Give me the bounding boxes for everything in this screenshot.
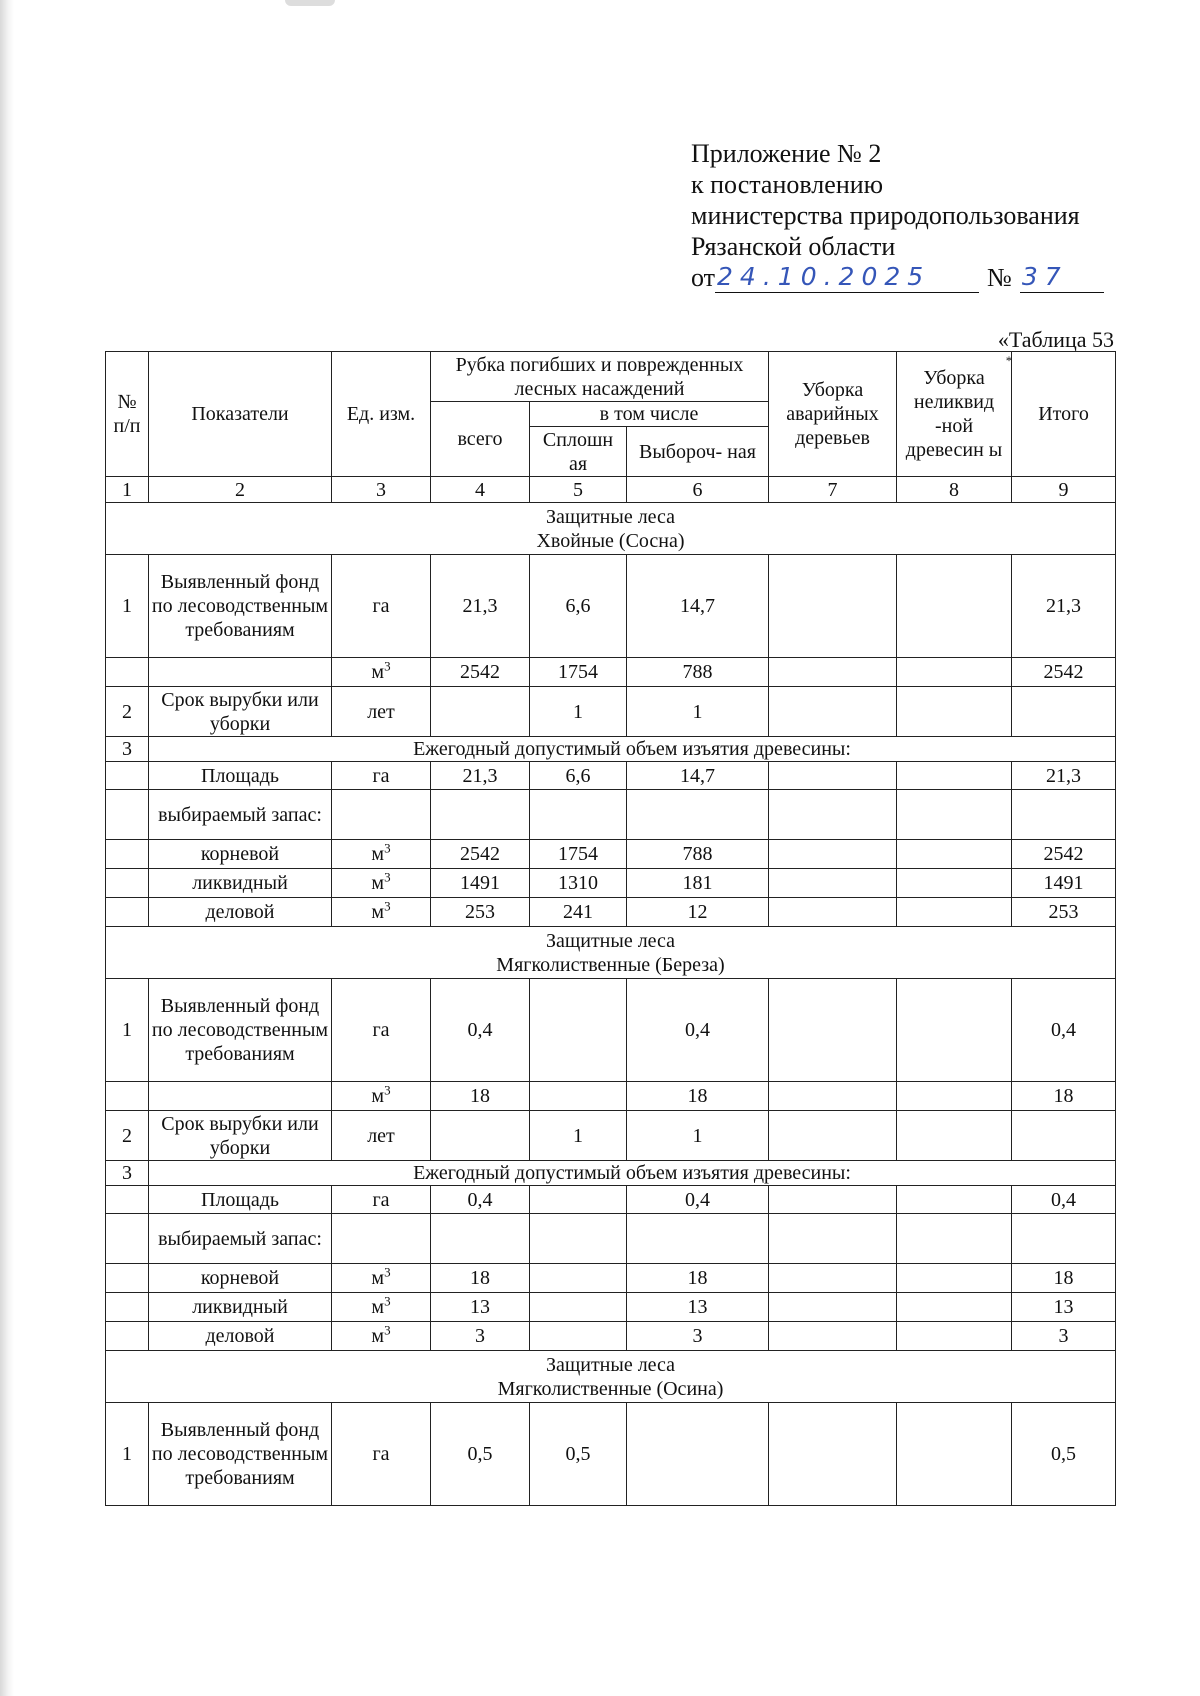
- value-cell: [530, 1293, 627, 1322]
- row-number: 3: [106, 737, 149, 762]
- empty-cell: [627, 1214, 769, 1264]
- empty-cell: [530, 790, 627, 840]
- empty-cell: [897, 790, 1012, 840]
- unit-cell: га: [332, 979, 431, 1082]
- value-cell: [769, 1111, 897, 1161]
- appendix-title: Приложение № 2: [691, 139, 882, 168]
- stock-row: [106, 1214, 1116, 1264]
- value-cell: 1: [627, 687, 769, 737]
- value-cell: [897, 840, 1012, 869]
- value-cell: [897, 1264, 1012, 1293]
- value-cell: [897, 1322, 1012, 1351]
- header-selective: Выбороч- ная: [627, 427, 769, 477]
- value-cell: [897, 1111, 1012, 1161]
- value-cell: 3: [627, 1322, 769, 1351]
- from-prefix: от: [691, 263, 716, 292]
- unit-superscript: 3: [384, 1293, 391, 1309]
- unit-cell: лет: [332, 1111, 431, 1161]
- scan-edge-shadow: [0, 0, 14, 1696]
- empty-cell: [332, 1214, 431, 1264]
- row-number: 2: [106, 687, 149, 737]
- index-cell: 5: [530, 477, 627, 503]
- appendix-header: [691, 138, 1161, 293]
- row-number-empty: [106, 898, 149, 927]
- row-number-empty: [106, 1186, 149, 1214]
- value-cell: [1012, 1111, 1116, 1161]
- unit-m: м: [371, 1085, 385, 1107]
- stock-row: [106, 790, 1116, 840]
- header-including: в том числе: [530, 402, 769, 427]
- value-cell: 13: [431, 1293, 530, 1322]
- value-cell: 0,4: [1012, 979, 1116, 1082]
- appendix-line-4: Рязанской области: [691, 232, 896, 261]
- value-cell: 1491: [431, 869, 530, 898]
- value-cell: [530, 1264, 627, 1293]
- table-label: «Таблица 53: [997, 327, 1114, 352]
- value-cell: 0,4: [431, 1186, 530, 1214]
- header-num: № п/п: [106, 352, 149, 477]
- value-cell: 1: [530, 1111, 627, 1161]
- value-cell: 0,5: [1012, 1403, 1116, 1506]
- index-cell: 8: [897, 477, 1012, 503]
- row-number: 1: [106, 555, 149, 658]
- value-cell: [897, 1293, 1012, 1322]
- indicator-empty: [149, 1082, 332, 1111]
- value-cell: [897, 1082, 1012, 1111]
- value-cell: [769, 898, 897, 927]
- empty-cell: [431, 1214, 530, 1264]
- unit-superscript: 3: [384, 1264, 391, 1280]
- value-cell: 6,6: [530, 762, 627, 790]
- indicator-business: деловой: [149, 1322, 332, 1351]
- value-cell: 21,3: [1012, 555, 1116, 658]
- value-cell: 0,5: [530, 1403, 627, 1506]
- header-result: Итого: [1012, 352, 1116, 477]
- value-cell: [769, 762, 897, 790]
- row-number: 1: [106, 1403, 149, 1506]
- indicator-term: Срок вырубки или уборки: [149, 687, 332, 737]
- value-cell: [769, 979, 897, 1082]
- row-number: 1: [106, 979, 149, 1082]
- appendix-line-2: к постановлению: [691, 170, 884, 199]
- value-cell: 2542: [431, 840, 530, 869]
- handwritten-number: 37: [1020, 262, 1104, 293]
- fund-row-m3: [106, 1082, 1116, 1111]
- unit-cell: [332, 1264, 431, 1293]
- value-cell: 0,4: [627, 1186, 769, 1214]
- unit-m: м: [371, 901, 385, 923]
- appendix-line-3: министерства природопользования: [691, 201, 1080, 230]
- indicator-fund: Выявленный фонд по лесоводственным требованиям: [149, 979, 332, 1082]
- annual-heading: Ежегодный допустимый объем изъятия древесины:: [149, 737, 1116, 762]
- value-cell: [769, 555, 897, 658]
- value-cell: 788: [627, 840, 769, 869]
- unit-superscript: 3: [384, 869, 391, 885]
- data-table: [105, 351, 1116, 1506]
- table-body: [106, 352, 1116, 1506]
- row-number-empty: [106, 790, 149, 840]
- value-cell: 18: [627, 1264, 769, 1293]
- value-cell: 18: [431, 1264, 530, 1293]
- value-cell: 788: [627, 658, 769, 687]
- value-cell: [897, 869, 1012, 898]
- value-cell: 2542: [1012, 658, 1116, 687]
- index-cell: 6: [627, 477, 769, 503]
- row-number: 2: [106, 1111, 149, 1161]
- value-cell: 1: [530, 687, 627, 737]
- unit-cell: [332, 1322, 431, 1351]
- value-cell: [769, 869, 897, 898]
- index-cell: 7: [769, 477, 897, 503]
- value-cell: 21,3: [431, 555, 530, 658]
- annual-heading: Ежегодный допустимый объем изъятия древесины:: [149, 1161, 1116, 1186]
- header-emergency: Уборка аварийных деревьев: [769, 352, 897, 477]
- value-cell: [431, 1111, 530, 1161]
- value-cell: [769, 840, 897, 869]
- unit-cell: га: [332, 762, 431, 790]
- empty-cell: [769, 790, 897, 840]
- value-cell: 1754: [530, 658, 627, 687]
- indicator-stock: выбираемый запас:: [149, 1214, 332, 1264]
- unit-cell: [332, 658, 431, 687]
- fund-row-ha: [106, 979, 1116, 1082]
- section-caption-species: Мягколиственные (Береза): [496, 953, 725, 976]
- indicator-fund: Выявленный фонд по лесоводственным требованиям: [149, 1403, 332, 1506]
- header-illiquid: [897, 352, 1012, 477]
- value-cell: 0,4: [431, 979, 530, 1082]
- value-cell: [897, 1403, 1012, 1506]
- value-cell: [530, 979, 627, 1082]
- value-cell: [627, 1403, 769, 1506]
- business-row: [106, 898, 1116, 927]
- value-cell: 18: [1012, 1264, 1116, 1293]
- value-cell: [530, 1082, 627, 1111]
- value-cell: [897, 898, 1012, 927]
- value-cell: [897, 658, 1012, 687]
- indicator-area: Площадь: [149, 762, 332, 790]
- fund-row-ha: [106, 1403, 1116, 1506]
- value-cell: 21,3: [1012, 762, 1116, 790]
- value-cell: [769, 1264, 897, 1293]
- indicator-stock: выбираемый запас:: [149, 790, 332, 840]
- value-cell: [897, 1186, 1012, 1214]
- unit-superscript: 3: [384, 898, 391, 914]
- unit-m: м: [371, 1296, 385, 1318]
- value-cell: 3: [431, 1322, 530, 1351]
- index-cell: 3: [332, 477, 431, 503]
- value-cell: 2542: [1012, 840, 1116, 869]
- index-cell: 1: [106, 477, 149, 503]
- unit-cell: [332, 1293, 431, 1322]
- value-cell: 1491: [1012, 869, 1116, 898]
- row-number-empty: [106, 1214, 149, 1264]
- annual-heading-row: [106, 737, 1116, 762]
- unit-m: м: [371, 843, 385, 865]
- value-cell: 3: [1012, 1322, 1116, 1351]
- value-cell: 1310: [530, 869, 627, 898]
- annual-heading-row: [106, 1161, 1116, 1186]
- index-cell: 4: [431, 477, 530, 503]
- header-total: всего: [431, 402, 530, 477]
- value-cell: [530, 1186, 627, 1214]
- value-cell: [431, 687, 530, 737]
- indicator-liquid: ликвидный: [149, 869, 332, 898]
- indicator-fund: Выявленный фонд по лесоводственным требованиям: [149, 555, 332, 658]
- section-caption: [106, 927, 1116, 979]
- appendix-date-line: [691, 262, 1161, 293]
- unit-cell: [332, 840, 431, 869]
- value-cell: [1012, 687, 1116, 737]
- section-caption-row: [106, 1351, 1116, 1403]
- root-row: [106, 840, 1116, 869]
- row-number-empty: [106, 1322, 149, 1351]
- header-indicator: Показатели: [149, 352, 332, 477]
- unit-superscript: 3: [384, 1322, 391, 1338]
- empty-cell: [1012, 790, 1116, 840]
- unit-cell: [332, 1082, 431, 1111]
- section-caption-row: [106, 927, 1116, 979]
- unit-cell: га: [332, 1403, 431, 1506]
- index-cell: 9: [1012, 477, 1116, 503]
- header-illiquid-label: Уборка неликвид -ной древесин ы: [905, 367, 1003, 461]
- indicator-liquid: ликвидный: [149, 1293, 332, 1322]
- empty-cell: [332, 790, 431, 840]
- value-cell: 2542: [431, 658, 530, 687]
- row-number-empty: [106, 1293, 149, 1322]
- unit-superscript: 3: [384, 840, 391, 856]
- header-illiquid-text: Уборка неликвид -ной древесин ы *: [905, 353, 1013, 461]
- value-cell: [769, 1293, 897, 1322]
- row-number-empty: [106, 1264, 149, 1293]
- value-cell: 14,7: [627, 555, 769, 658]
- fund-row-m3: [106, 658, 1116, 687]
- unit-cell: лет: [332, 687, 431, 737]
- section-caption-row: [106, 503, 1116, 555]
- section-caption: [106, 1351, 1116, 1403]
- value-cell: [769, 1403, 897, 1506]
- indicator-empty: [149, 658, 332, 687]
- scan-smudge: [285, 0, 335, 6]
- section-caption-species: Мягколиственные (Осина): [497, 1377, 724, 1400]
- value-cell: 18: [1012, 1082, 1116, 1111]
- value-cell: [897, 979, 1012, 1082]
- unit-m: м: [371, 1267, 385, 1289]
- unit-cell: га: [332, 555, 431, 658]
- term-row: [106, 687, 1116, 737]
- value-cell: 241: [530, 898, 627, 927]
- indicator-term: Срок вырубки или уборки: [149, 1111, 332, 1161]
- empty-cell: [530, 1214, 627, 1264]
- unit-m: м: [371, 661, 385, 683]
- indicator-root: корневой: [149, 840, 332, 869]
- value-cell: 13: [1012, 1293, 1116, 1322]
- value-cell: [897, 687, 1012, 737]
- header-clear: Сплошн ая: [530, 427, 627, 477]
- value-cell: 181: [627, 869, 769, 898]
- value-cell: 18: [627, 1082, 769, 1111]
- row-number-empty: [106, 869, 149, 898]
- business-row: [106, 1322, 1116, 1351]
- value-cell: 0,4: [1012, 1186, 1116, 1214]
- indicator-business: деловой: [149, 898, 332, 927]
- value-cell: [769, 687, 897, 737]
- value-cell: [769, 1322, 897, 1351]
- handwritten-date: 24.10.2025: [715, 262, 979, 293]
- value-cell: 1754: [530, 840, 627, 869]
- empty-cell: [627, 790, 769, 840]
- value-cell: 6,6: [530, 555, 627, 658]
- row-number-empty: [106, 1082, 149, 1111]
- section-caption-species: Хвойные (Сосна): [536, 529, 685, 552]
- header-row-1: [106, 352, 1116, 402]
- header-unit: Ед. изм.: [332, 352, 431, 477]
- row-number-empty: [106, 658, 149, 687]
- value-cell: [769, 1186, 897, 1214]
- value-cell: [897, 555, 1012, 658]
- unit-cell: га: [332, 1186, 431, 1214]
- value-cell: 0,5: [431, 1403, 530, 1506]
- empty-cell: [431, 790, 530, 840]
- term-row: [106, 1111, 1116, 1161]
- value-cell: [769, 1082, 897, 1111]
- number-sign: №: [987, 263, 1012, 292]
- empty-cell: [897, 1214, 1012, 1264]
- row-number-empty: [106, 762, 149, 790]
- unit-superscript: 3: [384, 1082, 391, 1098]
- value-cell: 13: [627, 1293, 769, 1322]
- root-row: [106, 1264, 1116, 1293]
- header-felling: Рубка погибших и поврежденных лесных насаждений: [431, 352, 769, 402]
- section-caption-forest: Защитные леса: [545, 1353, 676, 1376]
- section-caption: [106, 503, 1116, 555]
- unit-cell: [332, 869, 431, 898]
- indicator-root: корневой: [149, 1264, 332, 1293]
- section-caption-forest: Защитные леса: [545, 929, 676, 952]
- value-cell: 253: [431, 898, 530, 927]
- value-cell: [769, 658, 897, 687]
- row-number-empty: [106, 840, 149, 869]
- liquid-row: [106, 1293, 1116, 1322]
- row-number: 3: [106, 1161, 149, 1186]
- value-cell: 253: [1012, 898, 1116, 927]
- value-cell: 0,4: [627, 979, 769, 1082]
- unit-superscript: 3: [384, 658, 391, 674]
- value-cell: 1: [627, 1111, 769, 1161]
- index-row: [106, 477, 1116, 503]
- value-cell: 21,3: [431, 762, 530, 790]
- section-caption-forest: Защитные леса: [545, 505, 676, 528]
- area-row: [106, 762, 1116, 790]
- empty-cell: [769, 1214, 897, 1264]
- area-row: [106, 1186, 1116, 1214]
- unit-m: м: [371, 872, 385, 894]
- unit-m: м: [371, 1325, 385, 1347]
- value-cell: [530, 1322, 627, 1351]
- value-cell: 12: [627, 898, 769, 927]
- value-cell: [897, 762, 1012, 790]
- fund-row-ha: [106, 555, 1116, 658]
- liquid-row: [106, 869, 1116, 898]
- empty-cell: [1012, 1214, 1116, 1264]
- indicator-area: Площадь: [149, 1186, 332, 1214]
- value-cell: 18: [431, 1082, 530, 1111]
- value-cell: 14,7: [627, 762, 769, 790]
- index-cell: 2: [149, 477, 332, 503]
- unit-cell: [332, 898, 431, 927]
